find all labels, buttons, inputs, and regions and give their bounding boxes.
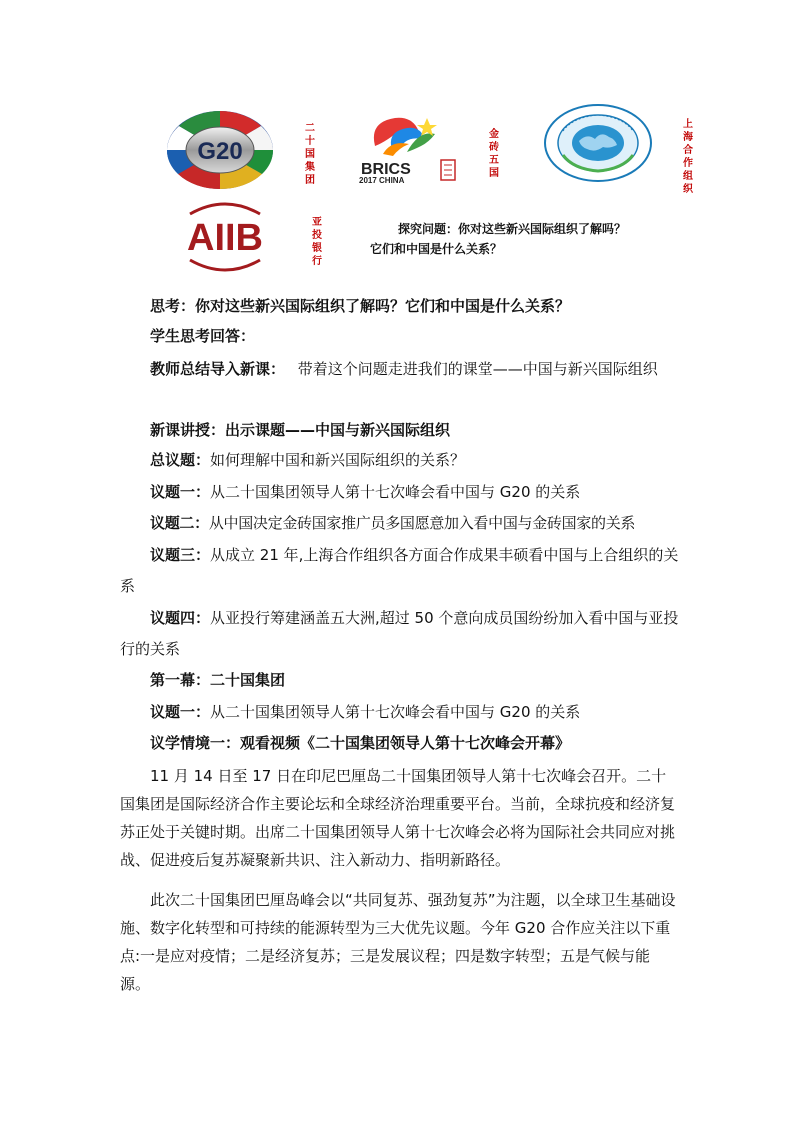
topic-1-text: 从二十国集团领导人第十七次峰会看中国与 G20 的关系 <box>210 483 581 501</box>
topic-4-text: 从亚投行筹建涵盖五大洲,超过 50 个意向成员国纷纷加入看中国与亚投行的关系 <box>120 609 679 658</box>
act-1-topic <box>120 702 710 722</box>
brics-label: 金砖五国 <box>489 129 499 179</box>
paragraph-1: 11 月 14 日至 17 日在印尼巴厘岛二十国集团领导人第十七次峰会召开。二十国集团是国际经济合作主要论坛和全球经济治理重要平台。当前，全球抗疫和经济复苏正处于关键时期。出席二十国集团领导人第十七次峰会必将为国际社会共同应对挑战、促进疫后复苏凝聚新共识、注入新动力、指明新路径。 <box>120 767 676 869</box>
situation-line: 议学情境一：观看视频《二十国集团领导人第十七次峰会开幕》 <box>150 734 571 752</box>
topic-3 <box>120 540 680 602</box>
aiib-logo <box>166 200 284 274</box>
sco-logo <box>543 103 653 183</box>
paragraph-2: 此次二十国集团巴厘岛峰会以“共同复苏、强劲复苏”为注题，以全球卫生基础设施、数字化转型和可持续的能源转型为三大优先议题。今年 G20 合作应关注以下重点:一是应对疫情；二是经济复苏；三是发展议程；四是数字转型；五是气候与能源。 <box>120 891 676 993</box>
teacher-summary-text: 带着这个问题走进我们的课堂——中国与新兴国际组织 <box>297 360 658 378</box>
act-1-topic-label: 议题一： <box>150 703 211 721</box>
teacher-summary <box>120 354 680 384</box>
g20-label: 二十国集团 <box>305 123 315 186</box>
think-line: 思考：你对这些新兴国际组织了解吗？它们和中国是什么关系？ <box>150 297 571 315</box>
topic-4-label: 议题四： <box>150 609 211 627</box>
brics-logo <box>355 112 465 184</box>
total-topic-label: 总议题： <box>150 451 211 469</box>
topic-2 <box>120 513 710 533</box>
act-1-topic-text: 从二十国集团领导人第十七次峰会看中国与 G20 的关系 <box>210 703 581 721</box>
topic-1-label: 议题一： <box>150 483 211 501</box>
topic-4 <box>120 603 680 665</box>
topic-3-label: 议题三： <box>150 546 211 564</box>
aiib-label: 亚投银行 <box>312 217 322 267</box>
aiib-logo-text: AIIB <box>187 217 263 259</box>
brics-logo-text: BRICS <box>361 161 411 178</box>
topic-1 <box>120 482 710 502</box>
teacher-summary-label: 教师总结导入新课： <box>150 360 286 378</box>
topic-2-text: 从中国决定金砖国家推广员多国愿意加入看中国与金砖国家的关系 <box>208 514 636 532</box>
topic-2-label: 议题二： <box>150 514 209 532</box>
student-answer-line: 学生思考回答： <box>150 327 256 345</box>
new-lesson-line: 新课讲授：出示课题——中国与新兴国际组织 <box>150 421 451 439</box>
total-topic-text: 如何理解中国和新兴国际组织的关系？ <box>210 451 466 469</box>
g20-logo-text: G20 <box>197 138 243 165</box>
brics-logo-year: 2017 CHINA <box>359 176 405 184</box>
banner-question-line1: 探究问题：你对这些新兴国际组织了解吗？ <box>398 222 627 236</box>
total-topic <box>120 450 710 470</box>
act-1-heading: 第一幕：二十国集团 <box>150 671 286 689</box>
topic-3-text: 从成立 21 年,上海合作组织各方面合作成果丰硕看中国与上合组织的关系 <box>120 546 679 595</box>
sco-label: 上海合作组织 <box>683 119 693 195</box>
g20-logo <box>166 110 274 190</box>
banner-question-line2: 它们和中国是什么关系？ <box>370 242 503 256</box>
